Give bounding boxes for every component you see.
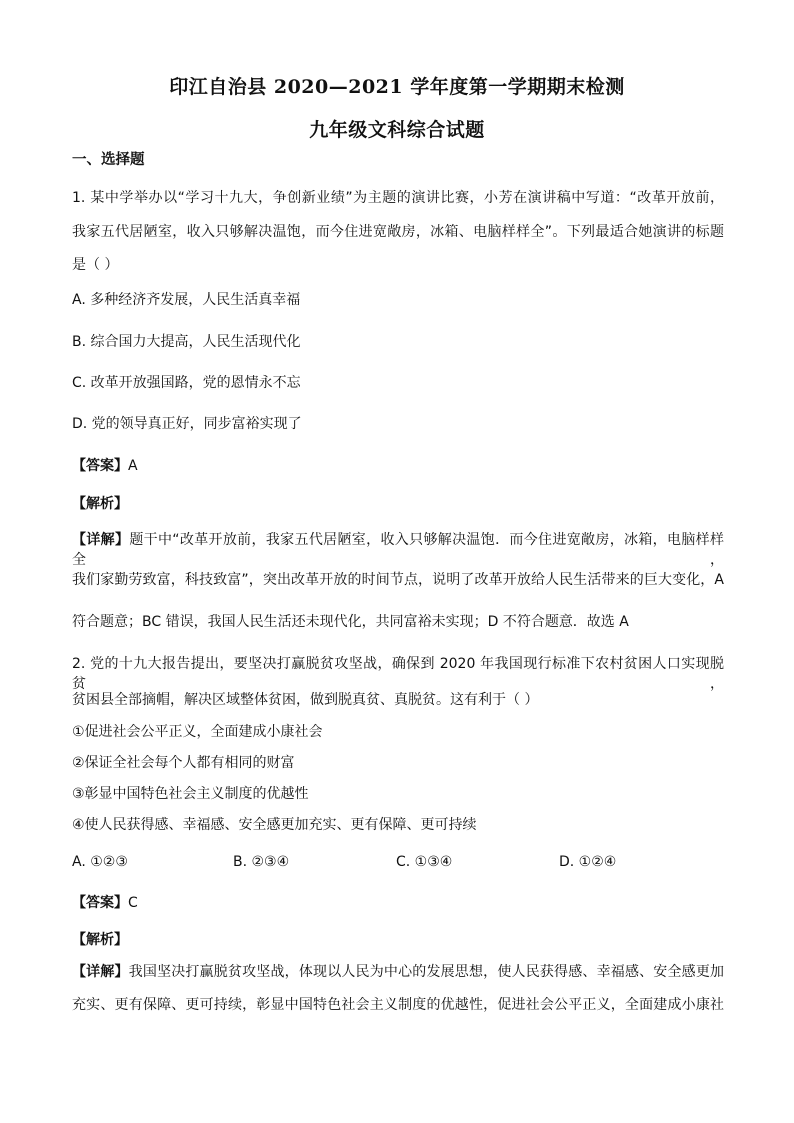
q1-stem-line1: 1. 某中学举办以“学习十九大，争创新业绩”为主题的演讲比赛，小芳在演讲稿中写道：“改革开放前， bbox=[72, 190, 724, 206]
q1-detail-line1: 【详解】题干中“改革开放前，我家五代居陋室，收入只够解决温饱．而今住进宽敞房，冰箱，电脑样样全， bbox=[72, 532, 724, 568]
q2-detail-line2: 充实、更有保障、更可持续，彰显中国特色社会主义制度的优越性，促进社会公平正义，全面建成小康社 bbox=[72, 997, 724, 1013]
q2-option-b: B. ②③④ bbox=[233, 854, 290, 870]
exam-title: 印江自治县 2020—2021 学年度第一学期期末检测 bbox=[169, 76, 625, 98]
q2-stem-line1: 2. 党的十九大报告提出，要坚决打赢脱贫攻坚战，确保到 2020 年我国现行标准下农村贫困人口实现脱贫， bbox=[72, 656, 724, 692]
q2-analysis-heading bbox=[72, 930, 724, 950]
tag-label: 【答案】 bbox=[72, 895, 128, 911]
q1-answer: 【答案】A bbox=[72, 458, 138, 474]
section-heading: 一、选择题 bbox=[72, 152, 145, 168]
q1-analysis-heading bbox=[72, 494, 724, 514]
q1-option-a: A. 多种经济齐发展，人民生活真幸福 bbox=[72, 292, 301, 308]
q1-option-b: B. 综合国力大提高，人民生活现代化 bbox=[72, 334, 301, 350]
q2-item-2: ②保证全社会每个人都有相同的财富 bbox=[72, 755, 295, 771]
tag-label: 【解析】 bbox=[72, 496, 128, 512]
q1-stem-line2: 我家五代居陋室，收入只够解决温饱，而今住进宽敞房，冰箱、电脑样样全”。下列最适合她演讲的标题 bbox=[72, 224, 724, 240]
q1-detail-line3: 符合题意；BC 错误，我国人民生活还未现代化，共同富裕未实现；D 不符合题意．故选 A bbox=[72, 614, 629, 630]
q2-answer: 【答案】C bbox=[72, 895, 138, 911]
tag-label: 【详解】 bbox=[72, 532, 130, 548]
q1-option-d: D. 党的领导真正好，同步富裕实现了 bbox=[72, 416, 302, 432]
q2-option-a: A. ①②③ bbox=[72, 854, 128, 870]
q2-item-1: ①促进社会公平正义，全面建成小康社会 bbox=[72, 724, 323, 740]
q2-stem-line2: 贫困县全部摘帽，解决区域整体贫困，做到脱真贫、真脱贫。这有利于（ ） bbox=[72, 692, 539, 708]
q2-item-4: ④使人民获得感、幸福感、安全感更加充实、更有保障、更可持续 bbox=[72, 817, 477, 833]
tag-label: 【解析】 bbox=[72, 932, 128, 948]
q2-option-c: C. ①③④ bbox=[396, 854, 453, 870]
q1-option-c: C. 改革开放强国路，党的恩情永不忘 bbox=[72, 375, 301, 391]
q2-option-d: D. ①②④ bbox=[559, 854, 617, 870]
q1-stem-line3: 是（ ） bbox=[72, 257, 119, 273]
exam-subtitle: 九年级文科综合试题 bbox=[309, 119, 485, 141]
tag-label: 【答案】 bbox=[72, 458, 128, 474]
q2-item-3: ③彰显中国特色社会主义制度的优越性 bbox=[72, 786, 309, 802]
q2-detail-line1: 【详解】我国坚决打赢脱贫攻坚战，体现以人民为中心的发展思想，使人民获得感、幸福感、安全感更加 bbox=[72, 964, 725, 980]
tag-label: 【详解】 bbox=[72, 964, 129, 980]
q1-detail-line2: 我们家勤劳致富，科技致富”，突出改革开放的时间节点，说明了改革开放给人民生活带来的巨大变化，A bbox=[72, 572, 724, 588]
